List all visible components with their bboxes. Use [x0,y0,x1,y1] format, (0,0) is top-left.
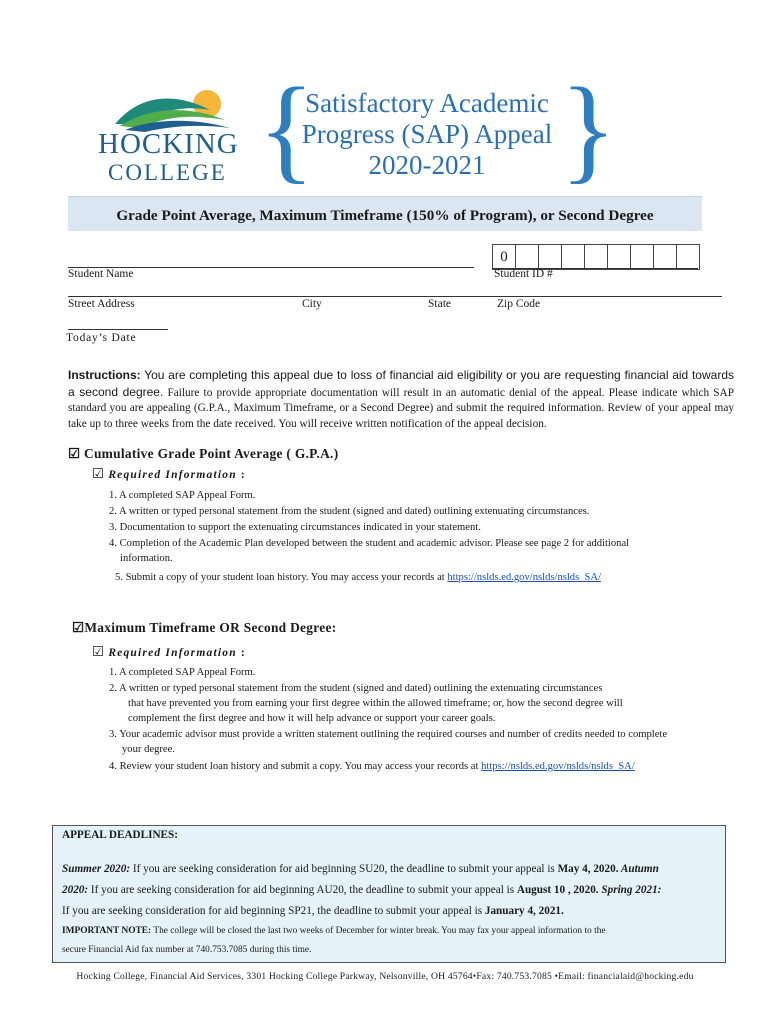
nslds-link[interactable]: https://nslds.ed.gov/nslds/nslds_SA/ [447,572,602,583]
gpa-item: 1. A completed SAP Appeal Form. [109,490,256,501]
zip-code-label: Zip Code [497,298,541,310]
student-name-label: Student Name [68,268,134,280]
maxtime-item: that have prevented you from earning your first degree within the allowed timeframe; or, how the second degree will [128,698,623,709]
required-info-label: Required Information [108,469,237,481]
checkbox-icon[interactable]: ☑ [92,466,105,481]
maxtime-item [109,759,635,775]
spring-text: If you are seeking consideration for aid beginning SP21, the deadline to submit your appeal is [62,905,485,917]
gpa-item: 4. Completion of the Academic Plan developed between the student and academic advisor. Please see page 2 for additional [109,538,630,549]
student-id-digit[interactable] [515,244,538,270]
date-field[interactable] [68,329,168,330]
banner-heading: Grade Point Average, Maximum Timeframe (150% of Program), or Second Degree [116,207,654,224]
instructions-text-2: Failure to provide appropriate documentation will result in an automatic denial of the appeal. Please indicate which SAP standard you are appealing (G.P.A., Maximum Timeframe, or a Second Degree) and submit the required information. Review of your appeal may take up to three weeks from the date received. You will receive written notification of the appeal decision. [68,386,734,430]
required-info-label: Required Information [108,647,237,659]
student-id-digit[interactable] [584,244,607,270]
required-info-colon: : [236,469,246,481]
logo-college-text: COLLEGE [108,160,227,185]
autumn-year: 2020: [62,884,89,896]
deadlines-title: APPEAL DEADLINES: [62,829,178,841]
student-id-boxes[interactable] [492,244,700,268]
summer-date: May 4, 2020. [557,863,619,875]
title-line-2: Progress (SAP) Appeal [301,119,553,149]
title-line-1: Satisfactory Academic [305,88,549,118]
gpa-item: 2. A written or typed personal statement from the student (signed and dated) outlining extenuating circumstances. [109,506,590,517]
student-id-digit[interactable] [676,244,700,270]
footer-contact: Hocking College, Financial Aid Services, 3301 Hocking College Parkway, Nelsonville, OH 45764•Fax: 740.753.7085 •Email: financialaid@hocking.edu [76,971,694,982]
gpa-item: information. [120,553,173,564]
important-text: The college will be closed the last two weeks of December for winter break. You may fax your appeal information to the [151,926,606,936]
important-note [62,926,606,936]
important-note-line-2: secure Financial Aid fax number at 740.753.7085 during this time. [62,945,312,955]
summer-label: Summer 2020: [62,863,131,875]
autumn-text: If you are seeking consideration for aid beginning AU20, the deadline to submit your appeal is [88,884,517,896]
maxtime-item: 1. A completed SAP Appeal Form. [109,667,256,678]
spring-date: January 4, 2021. [484,905,564,917]
checkbox-icon[interactable]: ☑ [72,620,85,635]
gpa-required-info [92,465,246,483]
left-brace-icon: { [258,63,315,194]
deadline-summer [62,863,659,875]
instructions-lead: Instructions: [68,368,141,382]
maxtime-title-text: Maximum Timeframe OR Second Degree: [84,620,337,635]
address-field-line[interactable] [68,296,722,297]
gpa-item: 3. Documentation to support the extenuating circumstances indicated in your statement. [109,522,481,533]
nslds-link[interactable]: https://nslds.ed.gov/nslds/nslds_SA/ [481,761,635,772]
logo-hocking-text: HOCKING [98,128,239,160]
checkbox-icon[interactable]: ☑ [92,644,105,659]
maxtime-item: your degree. [122,744,175,755]
summer-text: If you are seeking consideration for aid beginning SU20, the deadline to submit your appeal is [130,863,558,875]
instructions-paragraph [68,368,734,432]
maxtime-required-info [92,643,246,661]
important-label: IMPORTANT NOTE: [62,926,152,936]
student-id-digit[interactable] [538,244,561,270]
city-label: City [302,298,322,310]
maxtime-section-title [72,620,337,636]
student-id-digit[interactable] [607,244,630,270]
right-brace-icon: } [560,63,617,194]
gpa-item-5-text: 5. Submit a copy of your student loan history. You may access your records at [115,572,448,583]
student-id-digit[interactable] [653,244,676,270]
gpa-section-title [68,446,338,462]
deadline-autumn [62,884,661,896]
student-id-label: Student ID # [494,268,553,280]
instructions-text-1: You are completing this appeal due to loss of financial aid eligibility or you are requesting financial aid towards a second degree. [68,368,734,399]
spring-label: Spring 2021: [598,884,662,896]
student-id-digit[interactable]: 0 [492,244,515,270]
student-id-digit[interactable] [630,244,653,270]
maxtime-item: 3. Your academic advisor must provide a written statement outlining the required courses and number of credits needed to complete [109,729,668,740]
autumn-date: August 10 , 2020. [516,884,599,896]
deadline-spring [62,905,564,917]
gpa-item [115,570,601,586]
required-info-colon: : [236,647,246,659]
street-address-label: Street Address [68,298,135,310]
maxtime-item: complement the first degree and how it will help advance or support your career goals. [128,713,496,724]
checkbox-icon[interactable]: ☑ [68,446,81,461]
todays-date-label: Today’s Date [66,332,137,344]
title-line-3: 2020-2021 [368,150,486,180]
maxtime-item-4-text: 4. Review your student loan history and submit a copy. You may access your records at [109,761,482,772]
page-title [290,88,564,181]
student-id-digit[interactable] [561,244,584,270]
state-label: State [428,298,451,310]
maxtime-item: 2. A written or typed personal statement from the student (signed and dated) outlining the extenuating circumstances [109,683,603,694]
autumn-label: Autumn [618,863,659,875]
gpa-title-text: Cumulative Grade Point Average ( G.P.A.) [83,446,339,461]
